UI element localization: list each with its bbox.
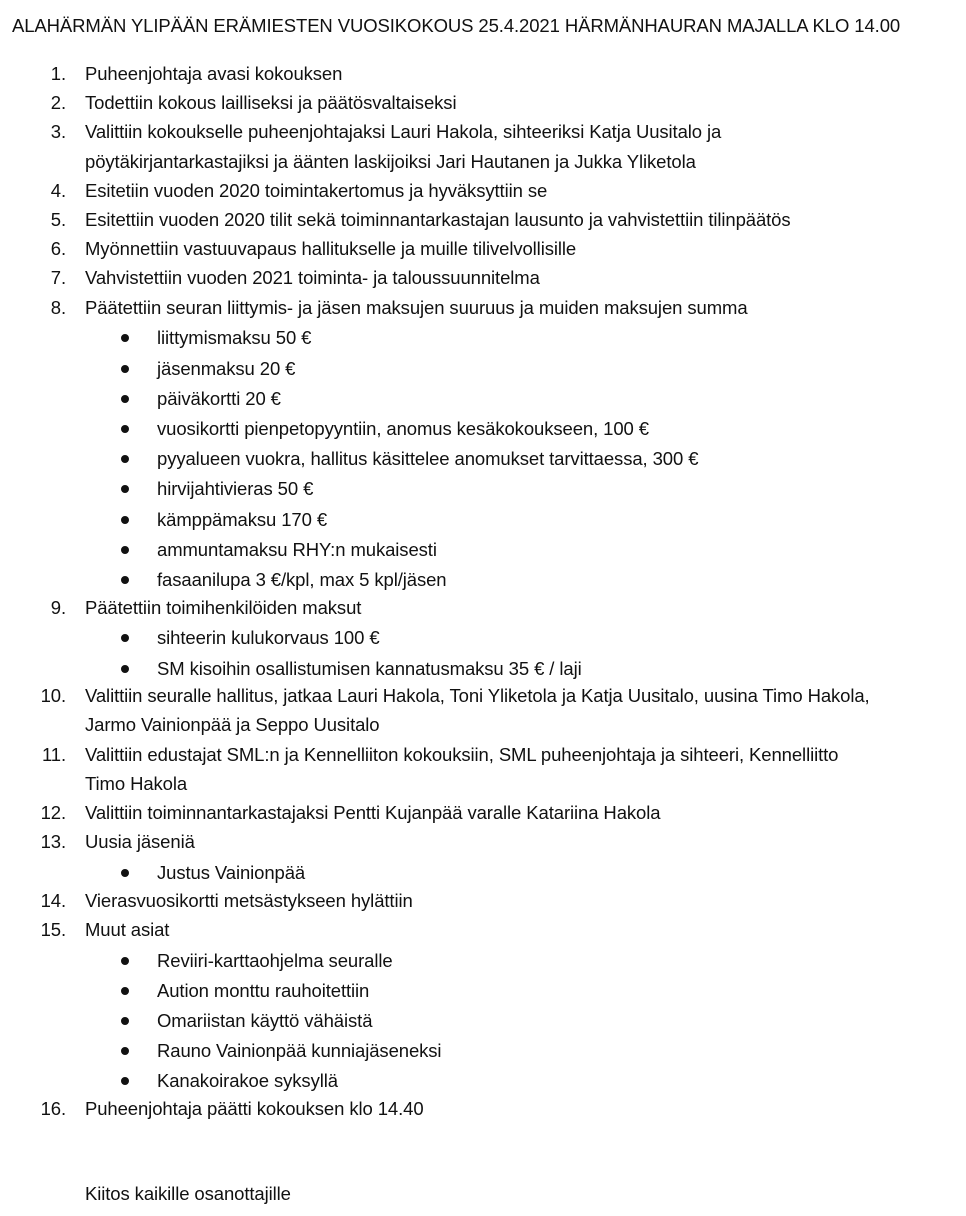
bullet-text: jäsenmaksu 20 € xyxy=(157,357,296,379)
agenda-item-text: Valittiin edustajat SML:n ja Kennelliiton kokouksiin, SML puheenjohtaja ja sihteeri, Kennelliitto xyxy=(85,743,839,765)
agenda-item-text: Puheenjohtaja avasi kokouksen xyxy=(85,63,343,84)
bullet-text: pyyalueen vuokra, hallitus käsittelee anomukset tarvittaessa, 300 € xyxy=(157,448,699,470)
bullet-text: vuosikortti pienpetopyyntiin, anomus kesäkokoukseen, 100 € xyxy=(157,417,649,439)
agenda-item-text: Uusia jäseniä xyxy=(85,831,195,853)
agenda-item-number: 8. xyxy=(50,296,66,318)
bullet-text: sihteerin kulukorvaus 100 € xyxy=(157,627,380,649)
bullet-text: Reviiri-karttaohjelma seuralle xyxy=(157,949,393,971)
closing-text: Kiitos kaikille osanottajille xyxy=(85,1183,291,1204)
bullet-dot-icon xyxy=(121,365,129,373)
bullet-dot-icon xyxy=(121,395,129,403)
agenda-item-number: 7. xyxy=(50,267,66,289)
bullet-dot-icon xyxy=(121,516,129,524)
agenda-item-text: Esitettiin vuoden 2020 tilit sekä toiminnantarkastajan lausunto ja vahvistettiin tilinpäätös xyxy=(85,209,791,230)
bullet-dot-icon xyxy=(121,334,129,342)
bullet-text: kämppämaksu 170 € xyxy=(157,508,328,530)
agenda-item-number: 4. xyxy=(50,179,66,201)
agenda-item-text: Valittiin toiminnantarkastajaksi Pentti Kujanpää varalle Katariina Hakola xyxy=(85,802,661,823)
agenda-item-number: 3. xyxy=(50,121,66,143)
agenda-item-text: Valittiin seuralle hallitus, jatkaa Lauri Hakola, Toni Yliketola ja Katja Uusitalo, uusina Timo Hakola, xyxy=(85,685,870,707)
agenda-item-text: Jarmo Vainionpää ja Seppo Uusitalo xyxy=(85,714,380,736)
agenda-item-number: 9. xyxy=(50,596,66,618)
bullet-text: SM kisoihin osallistumisen kannatusmaksu 35 € / laji xyxy=(157,657,582,679)
bullet-dot-icon xyxy=(121,1017,129,1025)
bullet-dot-icon xyxy=(121,1077,129,1085)
bullet-text: Rauno Vainionpää kunniajäseneksi xyxy=(157,1040,442,1062)
bullet-dot-icon xyxy=(121,485,129,493)
agenda-item-text: Timo Hakola xyxy=(85,772,188,794)
agenda-item-number: 16. xyxy=(40,1098,66,1119)
agenda-item-text: Myönnettiin vastuuvapaus hallitukselle ja muille tilivelvollisille xyxy=(85,238,577,260)
agenda-item-text: Valittiin kokoukselle puheenjohtajaksi Lauri Hakola, sihteeriksi Katja Uusitalo ja xyxy=(85,121,722,143)
agenda-item-text: Päätettiin seuran liittymis- ja jäsen maksujen suuruus ja muiden maksujen summa xyxy=(85,296,748,318)
agenda-item-number: 12. xyxy=(40,802,66,823)
bullet-dot-icon xyxy=(121,425,129,433)
bullet-text: Kanakoirakoe syksyllä xyxy=(157,1070,338,1092)
bullet-dot-icon xyxy=(121,1047,129,1055)
bullet-text: ammuntamaksu RHY:n mukaisesti xyxy=(157,538,437,560)
agenda-item-number: 1. xyxy=(50,63,66,84)
bullet-dot-icon xyxy=(121,546,129,554)
agenda-item-text: Päätettiin toimihenkilöiden maksut xyxy=(85,596,362,618)
bullet-dot-icon xyxy=(121,987,129,995)
bullet-dot-icon xyxy=(121,576,129,584)
agenda-item-text: Muut asiat xyxy=(85,918,170,940)
bullet-text: Omariistan käyttö vähäistä xyxy=(157,1009,373,1031)
agenda-item-text: Vierasvuosikortti metsästykseen hylättiin xyxy=(85,889,413,911)
agenda-item-number: 6. xyxy=(50,238,66,260)
agenda-item-number: 13. xyxy=(40,831,66,853)
bullet-text: Justus Vainionpää xyxy=(157,861,306,883)
agenda-item-number: 5. xyxy=(50,209,66,230)
bullet-dot-icon xyxy=(121,869,129,877)
bullet-dot-icon xyxy=(121,634,129,642)
agenda-item-number: 15. xyxy=(40,918,66,940)
agenda-item-number: 10. xyxy=(40,685,66,707)
agenda-item-number: 2. xyxy=(50,92,66,114)
agenda-item-number: 14. xyxy=(40,889,66,911)
agenda-item-text: pöytäkirjantarkastajiksi ja äänten laskijoiksi Jari Hautanen ja Jukka Yliketola xyxy=(85,150,696,172)
agenda-item-text: Esitetiin vuoden 2020 toimintakertomus ja hyväksyttiin se xyxy=(85,179,548,201)
agenda-item-text: Todettiin kokous lailliseksi ja päätösvaltaiseksi xyxy=(85,92,457,114)
bullet-dot-icon xyxy=(121,455,129,463)
agenda-item-number: 11. xyxy=(41,743,66,765)
bullet-dot-icon xyxy=(121,957,129,965)
bullet-dot-icon xyxy=(121,665,129,673)
bullet-text: Aution monttu rauhoitettiin xyxy=(157,979,370,1001)
bullet-text: liittymismaksu 50 € xyxy=(157,327,312,349)
bullet-text: päiväkortti 20 € xyxy=(157,387,281,409)
document-title: ALAHÄRMÄN YLIPÄÄN ERÄMIESTEN VUOSIKOKOUS 25.4.2021 HÄRMÄNHAURAN MAJALLA KLO 14.00 xyxy=(12,15,901,36)
bullet-text: fasaanilupa 3 €/kpl, max 5 kpl/jäsen xyxy=(157,568,447,590)
bullet-text: hirvijahtivieras 50 € xyxy=(157,478,314,500)
agenda-item-text: Puheenjohtaja päätti kokouksen klo 14.40 xyxy=(85,1098,424,1119)
agenda-item-text: Vahvistettiin vuoden 2021 toiminta- ja taloussuunnitelma xyxy=(85,267,540,289)
